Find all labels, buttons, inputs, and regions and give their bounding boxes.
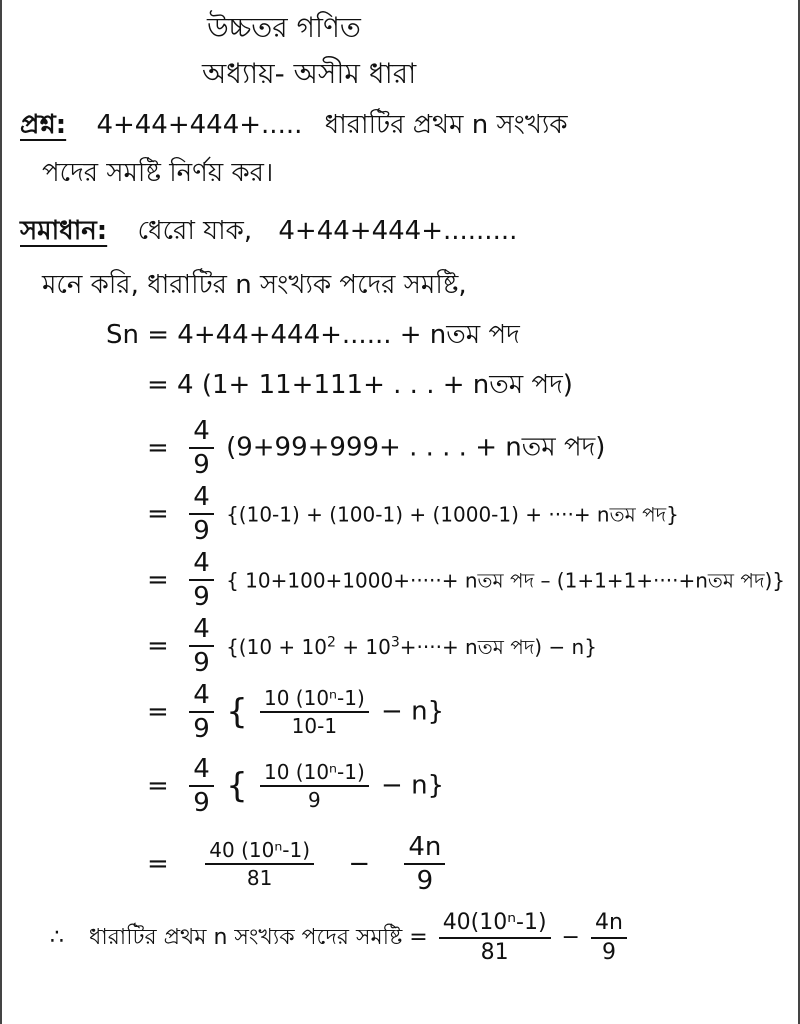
question-text-1: ধারাটির প্রথম n সংখ্যক [324,110,568,140]
question-label: প্রশ্ন: [20,110,67,140]
step-4-fraction: $\frac{4}{9}$ [189,484,214,544]
question-line-1 [20,112,568,138]
step-5-fraction: $\frac{4}{9}$ [189,550,214,610]
step-3: = $\frac{4}{9}$ (9+99+999+ . . . . + nতম পদ) [147,416,606,480]
step-2: = 4 (1+ 11+111+ . . . + nতম পদ) [147,370,573,400]
subject-title: উচ্চতর গণিত [207,11,361,44]
conclusion-fraction-b: $\frac{4n}{9}$ [591,912,627,964]
solution-given-text: ধেরো যাক, [137,216,253,246]
conclusion-text: ধারাটির প্রথম n সংখ্যক পদের সমষ্টি = [89,925,428,950]
solution-given-series: 4+44+444+......... [278,216,518,246]
step-9-fraction-b: $\frac{4n}{9}$ [404,834,445,894]
step-6: = $\frac{4}{9}$ {($10 + 10^2 + 10^3+\cdot\cdot\cdot\cdot+$ nতম পদ) − n} [147,614,597,678]
solution-assume: মনে করি, ধারাটির n সংখ্যক পদের সমষ্টি, [42,270,467,300]
step-9-fraction-a: $\frac{\text{40 (10ⁿ-1)}}{81}$ [205,840,314,888]
solution-label: সমাধান: [20,216,108,246]
chapter-title: অধ্যায়- অসীম ধারা [202,57,417,90]
step-4: = $\frac{4}{9}$ {(10-1) + (100-1) + (1000-1) + ····+ nতম পদ} [147,482,679,546]
step-8: = $\frac{4}{9}$ { $\frac{\text{10 (10ⁿ-1)}}{9}$ − n} [147,754,445,818]
step-7-fraction: $\frac{4}{9}$ [189,682,214,742]
question-text-2: পদের সমষ্টি নির্ণয় কর। [42,158,274,188]
step-1: Sn = 4+44+444+...... + nতম পদ [106,320,520,350]
step-8-fraction: $\frac{4}{9}$ [189,756,214,816]
therefore-symbol: ∴ [50,925,64,950]
step-7: = $\frac{4}{9}$ { $\frac{\text{10 (10ⁿ-1)}}{10-1}$ − n} [147,680,445,744]
conclusion-fraction-a: $\frac{\text{40(10ⁿ-1)}}{81}$ [439,912,551,964]
step-5: = $\frac{4}{9}$ { 10+100+1000+·····+ nতম পদ – (1+1+1+····+nতম পদ)} [147,548,785,612]
conclusion: ∴ ধারাটির প্রথম n সংখ্যক পদের সমষ্টি = $\frac{\text{40(10ⁿ-1)}}{81}$ − $\frac{4n}{9}$ [50,912,631,964]
question-series: 4+44+444+..... [96,110,303,140]
step-7-inner-fraction: $\frac{\text{10 (10ⁿ-1)}}{10-1}$ [260,688,369,736]
step-9: = $\frac{\text{40 (10ⁿ-1)}}{81}$ − $\frac{4n}{9}$ [147,834,449,894]
solution-line-1 [20,218,517,244]
step-6-fraction: $\frac{4}{9}$ [189,616,214,676]
step-3-fraction: $\frac{4}{9}$ [189,418,214,478]
step-8-inner-fraction: $\frac{\text{10 (10ⁿ-1)}}{9}$ [260,762,369,810]
